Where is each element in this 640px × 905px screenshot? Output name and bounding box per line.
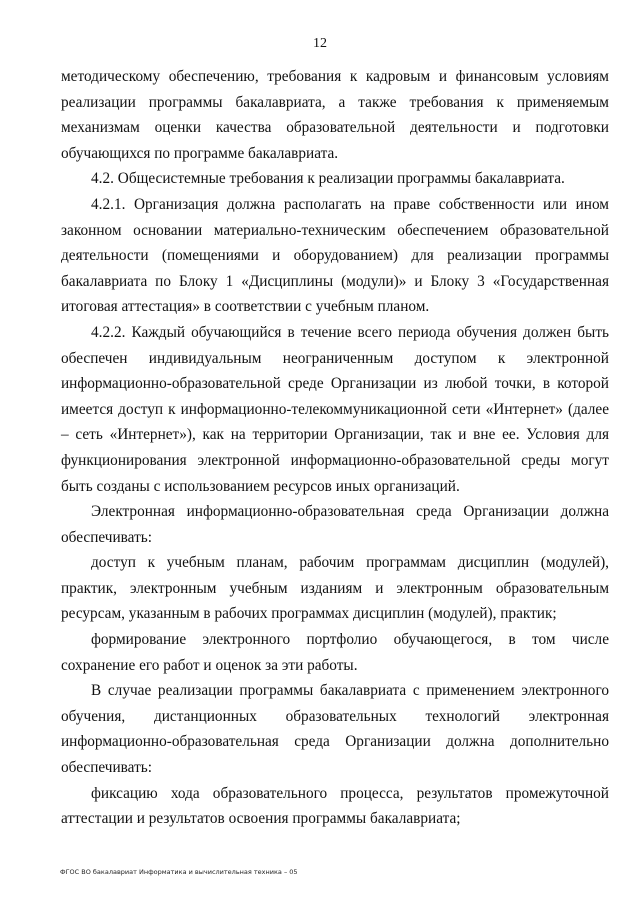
- paragraph-fixation-item: фиксацию хода образовательного процесса, результатов промежуточной аттестации и результатов освоения программы бакалавриата;: [61, 784, 609, 828]
- page-footer: ФГОС ВО бакалавриат Информатика и вычислительная техника – 05: [60, 868, 298, 876]
- body-text: [61, 64, 609, 832]
- paragraph-elearning-intro: В случае реализации программы бакалавриата с применением электронного обучения, дистанционных образовательных технологий электронная информационно-образовательная среда Организации должна дополнительно обеспечивать:: [61, 682, 609, 777]
- paragraph-access-item: доступ к учебным планам, рабочим программам дисциплин (модулей), практик, электронным учебным изданиям и электронным образовательным ресурсам, указанным в рабочих программах дисциплин (модулей), практик;: [61, 554, 609, 623]
- paragraph-portfolio-item: формирование электронного портфолио обучающегося, в том числе сохранение его работ и оценок за эти работы.: [61, 631, 609, 674]
- paragraph-section-4-2-2: 4.2.2. Каждый обучающийся в течение всего периода обучения должен быть обеспечен индивидуальным неограниченным доступом к электронной информационно-образовательной среде Организации из любой точки, в которой имеется доступ к информационно-телекоммуникационной сети «Интернет» (далее – сеть «Интернет»), как на территории Организации, так и вне ее. Условия для функционирования электронной информационно-образовательной среды могут быть созданы с использованием ресурсов иных организаций.: [61, 323, 609, 495]
- page-number: 12: [313, 36, 327, 51]
- paragraph-continuation: методическому обеспечению, требования к кадровым и финансовым условиям реализации программы бакалавриата, а также требования к применяемым механизмам оценки качества образовательной деятельности и подготовки обучающихся по программе бакалавриата.: [61, 68, 609, 162]
- paragraph-eios-intro: Электронная информационно-образовательная среда Организации должна обеспечивать:: [61, 503, 609, 546]
- paragraph-section-4-2: 4.2. Общесистемные требования к реализации программы бакалавриата.: [91, 170, 565, 188]
- paragraph-section-4-2-1: 4.2.1. Организация должна располагать на праве собственности или ином законном основании материально-техническим обеспечением образовательной деятельности (помещениями и оборудованием) для реализации программы бакалавриата по Блоку 1 «Дисциплины (модули)» и Блоку 3 «Государственная итоговая аттестация» в соответствии с учебным планом.: [61, 195, 609, 316]
